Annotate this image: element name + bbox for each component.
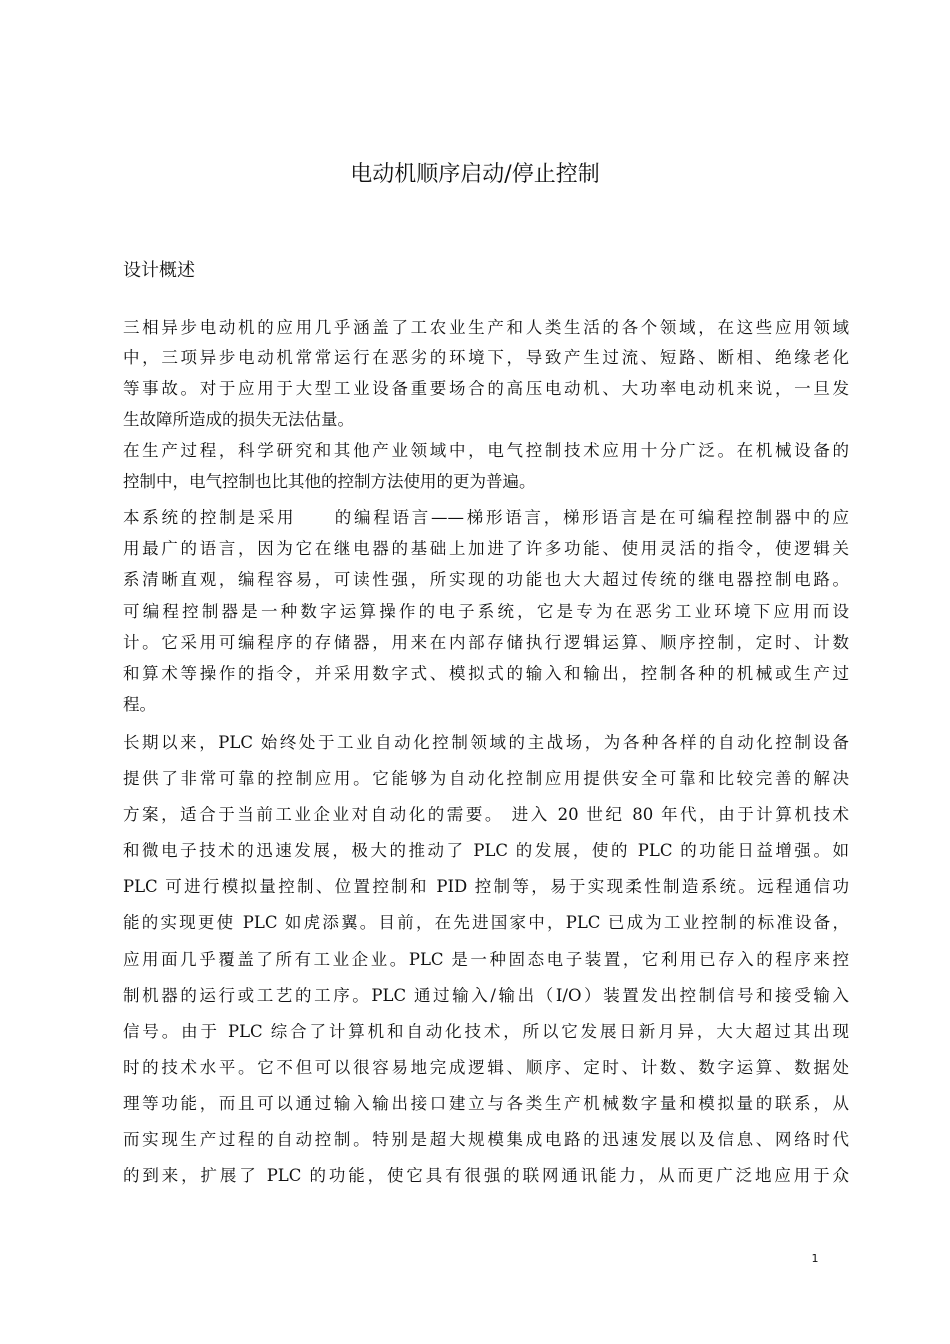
body-line: 能的实现更使 PLC 如虎添翼。目前，在先进国家中，PLC 已成为工业控制的标准设备， [123,913,849,932]
body-line: 而实现生产过程的自动控制。特别是超大规模集成电路的迅速发展以及信息、网络时代 [123,1130,849,1149]
body-line: 信号。由于 PLC 综合了计算机和自动化技术，所以它发展日新月异，大大超过其出现 [123,1022,849,1041]
body-line: 在生产过程，科学研究和其他产业领域中，电气控制技术应用十分广泛。在机械设备的 [123,441,849,460]
body-line: 本系统的控制是采用 的编程语言——梯形语言，梯形语言是在可编程控制器中的应 [123,508,849,527]
body-line: 计。它采用可编程序的存储器，用来在内部存储执行逻辑运算、顺序控制，定时、计数 [123,633,849,652]
body-line: 可编程控制器是一种数字运算操作的电子系统，它是专为在恶劣工业环境下应用而设 [123,602,849,621]
body-line: 时的技术水平。它不但可以很容易地完成逻辑、顺序、定时、计数、数字运算、数据处 [123,1058,849,1077]
body-line: 控制中，电气控制也比其他的控制方法使用的更为普遍。 [123,472,536,491]
body-line: 程。 [123,695,156,714]
body-line: 理等功能，而且可以通过输入输出接口建立与各类生产机械数字量和模拟量的联系，从 [123,1094,849,1113]
body-line: 和算术等操作的指令，并采用数字式、模拟式的输入和输出，控制各种的机械或生产过 [123,664,849,683]
body-line: 制机器的运行或工艺的工序。PLC 通过输入/输出（I/O）装置发出控制信号和接受输入 [123,986,849,1005]
body-line: 中，三项异步电动机常常运行在恶劣的环境下，导致产生过流、短路、断相、绝缘老化 [123,348,849,367]
body-line: PLC 可进行模拟量控制、位置控制和 PID 控制等，易于实现柔性制造系统。远程通信功 [123,877,849,896]
body-line: 等事故。对于应用于大型工业设备重要场合的高压电动机、大功率电动机来说，一旦发 [123,379,849,398]
document-title: 电动机顺序启动/停止控制 [350,162,600,187]
body-line: 的到来，扩展了 PLC 的功能，使它具有很强的联网通讯能力，从而更广泛地应用于众 [123,1166,849,1185]
body-line: 用最广的语言，因为它在继电器的基础上加进了许多功能、使用灵活的指令，使逻辑关 [123,539,849,558]
body-line: 系清晰直观，编程容易，可读性强，所实现的功能也大大超过传统的继电器控制电路。 [123,570,849,589]
body-line: 方案，适合于当前工业企业对自动化的需要。 进入 20 世纪 80 年代，由于计算机技术 [123,805,849,824]
body-line: 和微电子技术的迅速发展，极大的推动了 PLC 的发展，使的 PLC 的功能日益增强。如 [123,841,849,860]
page-number: 1 [811,1252,819,1265]
body-line: 应用面几乎覆盖了所有工业企业。PLC 是一种固态电子装置，它利用已存入的程序来控 [123,950,849,969]
section-heading: 设计概述 [123,260,195,281]
body-line: 长期以来，PLC 始终处于工业自动化控制领域的主战场，为各种各样的自动化控制设备 [123,733,849,752]
body-line: 生故障所造成的损失无法估量。 [123,410,354,429]
body-line: 三相异步电动机的应用几乎涵盖了工农业生产和人类生活的各个领域，在这些应用领域 [123,318,849,337]
body-line: 提供了非常可靠的控制应用。它能够为自动化控制应用提供安全可靠和比较完善的解决 [123,769,849,788]
